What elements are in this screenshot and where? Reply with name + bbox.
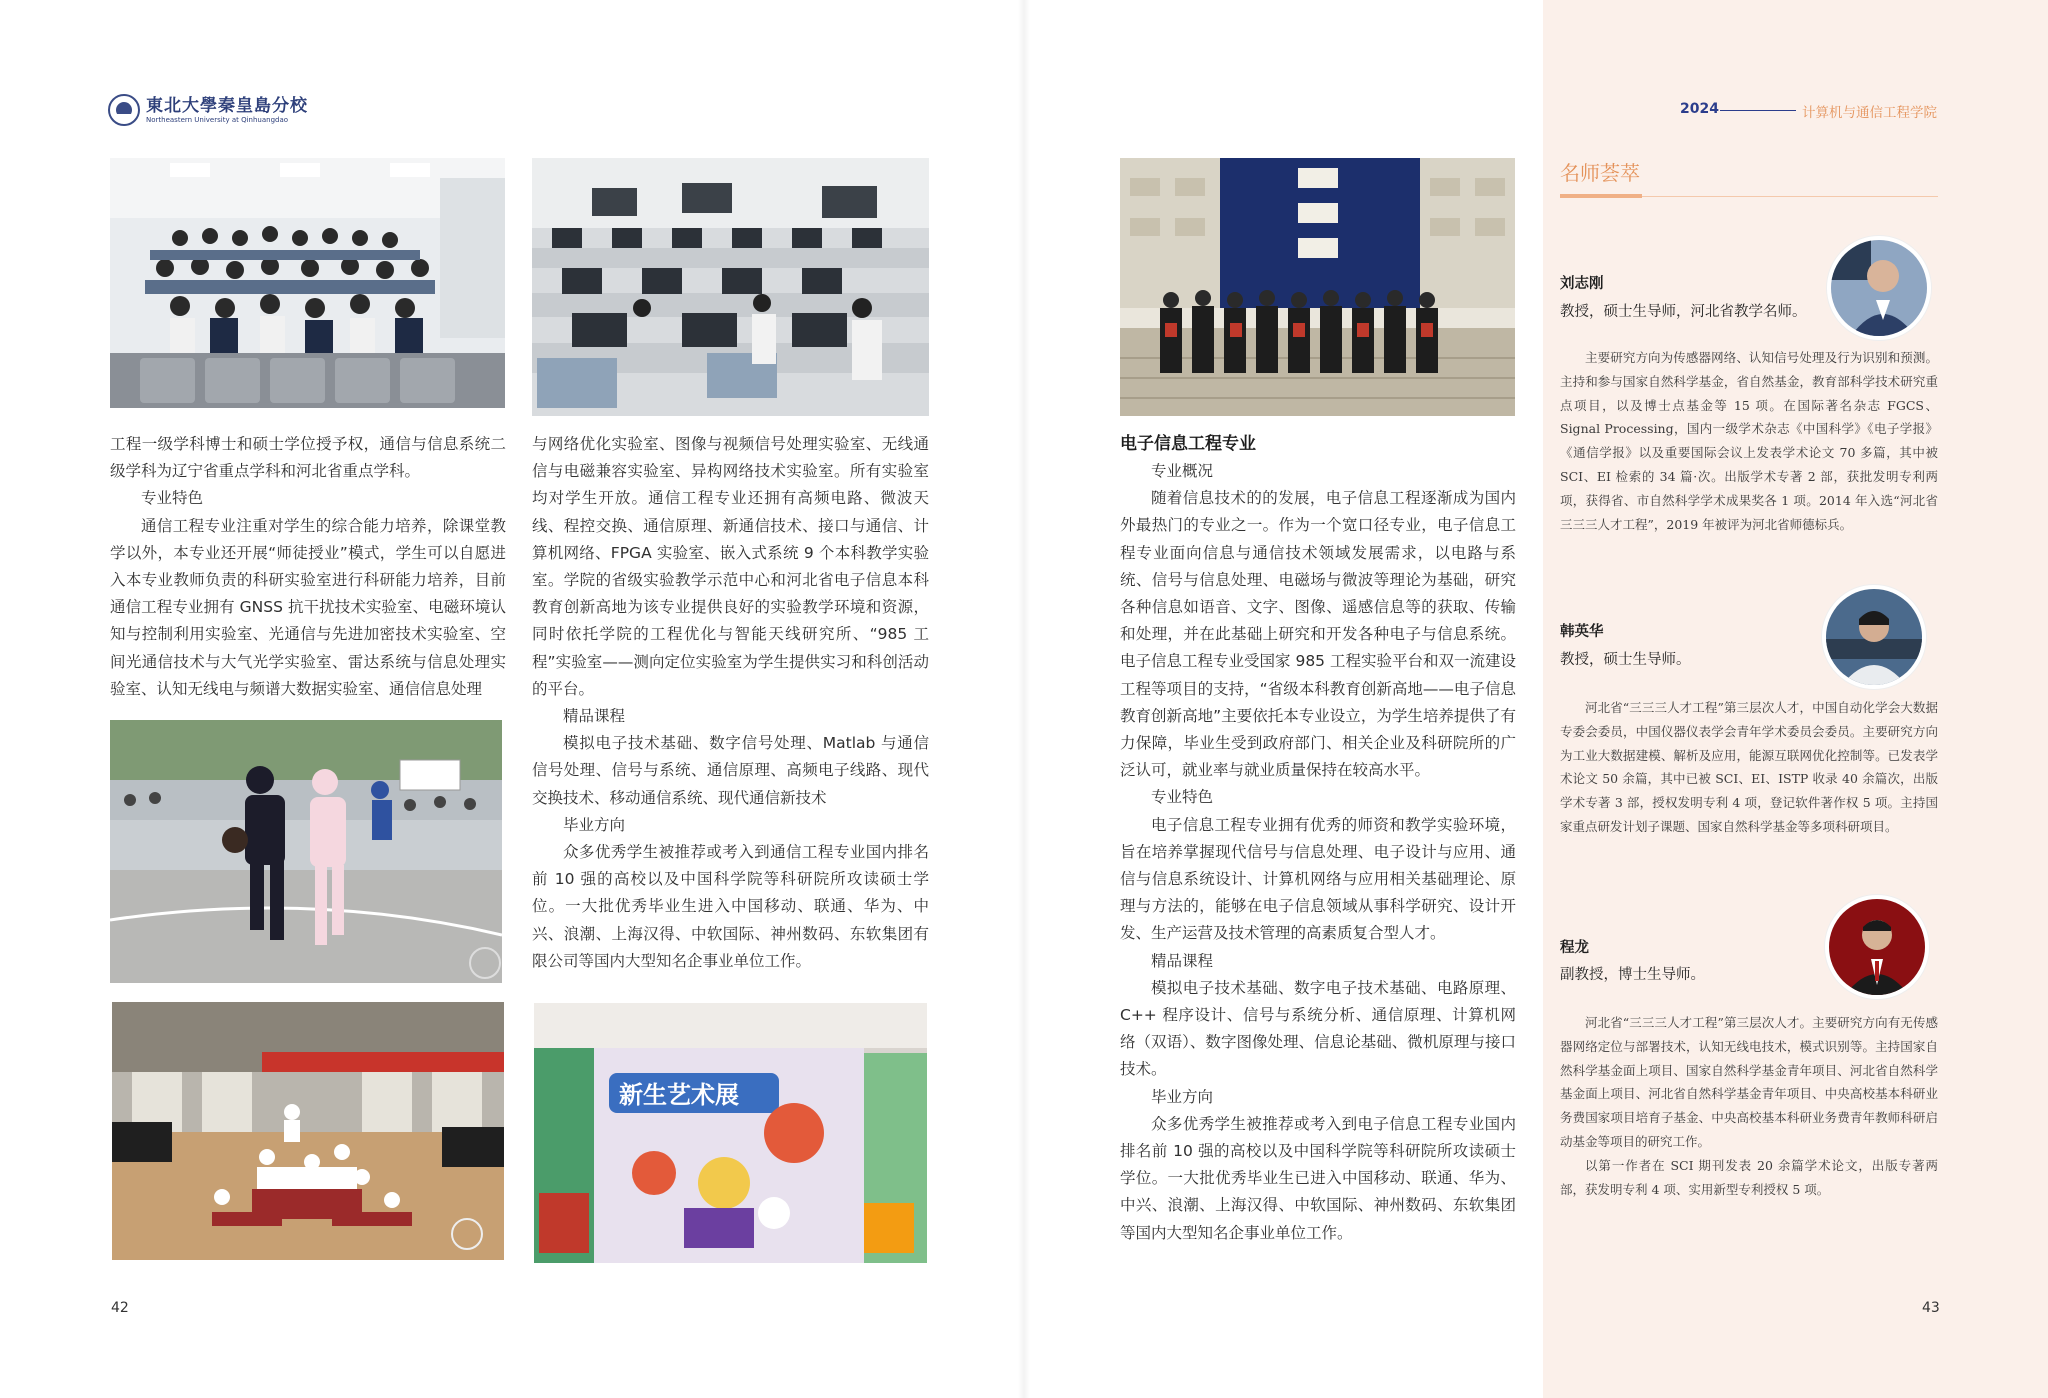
university-logo xyxy=(108,92,308,128)
section-title: 名师荟萃 xyxy=(1560,161,1640,185)
profile-bio xyxy=(1560,696,1938,839)
bio-paragraph: 河北省“三三三人才工程”第三层次人才。主要研究方向有无传感器网络定位与部署技术，认知无线电技术，模式识别等。主持国家自然科学基金面上项目、国家自然科学基金青年项目、河北省自然科学基金面上项目、河北省自然科学基金青年项目、中央高校基本科研业务费国家项目培育子基金、中央高校基本科研业务费青年教师科研启动基金等项目的研究工作。 xyxy=(1560,1015,1938,1149)
header-year: 2024 xyxy=(1680,101,1719,117)
profile-bio xyxy=(1560,346,1938,536)
page-gutter xyxy=(1018,0,1030,1398)
paragraph: 随着信息技术的的发展，电子信息工程逐渐成为国内外最热门的专业之一。作为一个宽口径专业，电子信息工程专业面向信息与通信技术领域发展需求，以电路与系统、信号与信息处理、电磁场与微波等理论为基础，研究各种信息如语音、文字、图像、遥感信息等的获取、传输和处理，并在此基础上研究和开发各种电子与信息系统。电子信息工程专业受国家 985 工程实验平台和双一流建设工程等项目的支持，“省级本科教育创新高地——电子信息教育创新高地”主要依托本专业设立，为学生培养提供了有力保障，毕业生受到政府部门、相关企业及科研院所的广泛认可，就业率与就业质量保持在较高水平。 xyxy=(1120,489,1516,780)
subheading-graduation: 毕业方向 xyxy=(563,815,626,834)
paragraph: 与网络优化实验室、图像与视频信号处理实验室、无线通信与电磁兼容实验室、异构网络技术实验室。所有实验室均对学生开放。通信工程专业还拥有高频电路、微波天线、程控交换、通信原理、新通信技术、接口与通信、计算机网络、FPGA 实验室、嵌入式系统 9 个本科教学实验室。学院的省级实验教学示范中心和河北省电子信息本科教育创新高地为该专业提供良好的实验教学环境和资源，同时依托学院的工程优化与智能天线研究所、“985 工程”实验室——测向定位实验室为学生提供实习和科创活动的平台。 xyxy=(532,435,929,698)
mural-title-text: 新生艺术展 xyxy=(619,1081,739,1109)
page-number-right: 43 xyxy=(1922,1300,1940,1316)
profile-name: 韩英华 xyxy=(1560,624,1604,640)
paragraph: 模拟电子技术基础、数字电子技术基础、电路原理、C++ 程序设计、信号与系统分析、通信原理、计算机网络（双语）、数字图像处理、信息论基础、微机原理与接口技术。 xyxy=(1120,978,1516,1079)
header-divider xyxy=(1720,110,1796,111)
profile-title: 教授，硕士生导师，河北省教学名师。 xyxy=(1560,304,1807,320)
bio-paragraph: 主要研究方向为传感器网络、认知信号处理及行为识别和预测。主持和参与国家自然科学基金，省自然基金，教育部科学技术研究重点项目，以及博士点基金等 15 项。在国际著名杂志 FGCS、Signal Processing，国内一级学术杂志《中国科学》《电子学报》《通信学报》以及重要国际会议上发表学术论文 70 多篇，其中被 SCI、EI 检索的 34 篇·次。出版学术专著 2 部，获批发明专利两项，获得省、市自然科学学术成果奖各 1 项。2014 年入选“河北省三三三人才工程”，2019 年被评为河北省师德标兵。 xyxy=(1560,350,1938,532)
profile-title: 教授，硕士生导师。 xyxy=(1560,652,1691,668)
logo-text: 東北大學秦皇島分校 xyxy=(146,95,308,116)
subheading-features: 专业特色 xyxy=(141,489,204,508)
classroom-group-photo xyxy=(110,158,505,408)
profile-name: 程龙 xyxy=(1560,940,1589,956)
paragraph: 通信工程专业注重对学生的综合能力培养，除课堂教学以外，本专业还开展“师徒授业”模式，学生可以自愿进入本专业教师负责的科研实验室进行科研能力培养，目前通信工程专业拥有 GNSS 抗干扰技术实验室、电磁环境认知与控制利用实验室、光通信与先进加密技术实验室、空间光通信技术与大气光学实验室、雷达系统与信息处理实验室、认知无线电与频谱大数据实验室、通信信息处理 xyxy=(110,516,506,698)
paragraph: 工程一级学科博士和硕士学位授予权，通信与信息系统二级学科为辽宁省重点学科和河北省重点学科。 xyxy=(110,435,506,481)
major-heading: 电子信息工程专业 xyxy=(1120,434,1256,454)
paragraph: 模拟电子技术基础、数字信号处理、Matlab 与通信信号处理、信号与系统、通信原理、高频电子线路、现代交换技术、移动通信系统、现代通信新技术 xyxy=(532,734,929,807)
avatar xyxy=(1822,585,1926,689)
subheading-courses: 精品课程 xyxy=(1151,951,1214,970)
profile-name: 刘志刚 xyxy=(1560,276,1604,292)
university-seal-icon xyxy=(108,94,140,126)
cheerleading-performance-photo xyxy=(112,1002,504,1260)
basketball-game-photo xyxy=(110,720,502,983)
bio-paragraph: 河北省“三三三人才工程”第三层次人才，中国自动化学会大数据专委会委员，中国仪器仪表学会青年学术委员会委员。主要研究方向为工业大数据建模、解析及应用，能源互联网优化控制等。已发表学术论文 50 余篇，其中已被 SCI、EI、ISTP 收录 40 余篇次，出版学术专著 3 部，授权发明专利 4 项，登记软件著作权 5 项。主持国家重点研发计划子课题、国家自然科学基金等多项科研项目。 xyxy=(1560,700,1938,834)
left-column-1-text xyxy=(110,431,506,703)
computer-lab-photo xyxy=(532,158,929,416)
avatar xyxy=(1827,236,1931,340)
logo-english-text: Northeastern University at Qinhuangdao xyxy=(146,115,289,124)
subheading-courses: 精品课程 xyxy=(563,707,626,726)
subheading-features: 专业特色 xyxy=(1151,788,1214,807)
bio-paragraph: 以第一作者在 SCI 期刊发表 20 余篇学术论文，出版专著两部，获发明专利 4 项、实用新型专利授权 5 项。 xyxy=(1560,1157,1938,1197)
art-exhibition-mural-photo xyxy=(534,1003,927,1263)
page-number-left: 42 xyxy=(111,1300,129,1316)
paragraph: 众多优秀学生被推荐或考入到通信工程专业国内排名前 10 强的高校以及中国科学院等科研院所攻读硕士学位。一大批优秀毕业生进入中国移动、联通、华为、中兴、浪潮、上海汉得、中软国际、神州数码、东软集团有限公司等国内大型知名企事业单位工作。 xyxy=(532,843,929,970)
header-college-name: 计算机与通信工程学院 xyxy=(1802,105,1937,121)
left-column-2-text xyxy=(532,431,929,975)
profile-title: 副教授，博士生导师。 xyxy=(1560,967,1705,983)
avatar xyxy=(1825,895,1929,999)
right-page-text xyxy=(1120,430,1516,1247)
subheading-overview: 专业概况 xyxy=(1151,462,1214,480)
section-divider-accent xyxy=(1560,194,1642,198)
paragraph: 众多优秀学生被推荐或考入到电子信息工程专业国内排名前 10 强的高校以及中国科学院等科研院所攻读硕士学位。一大批优秀毕业生已进入中国移动、联通、华为、中兴、浪潮、上海汉得、中软国际、神州数码、东软集团等国内大型知名企事业单位工作。 xyxy=(1120,1114,1516,1242)
paragraph: 电子信息工程专业拥有优秀的师资和教学实验环境，旨在培养掌握现代信号与信息处理、电子设计与应用、通信与信息系统设计、计算机网络与应用相关基础理论、原理与方法的，能够在电子信息领域从事科学研究、设计开发、生产运营及技术管理的高素质复合型人才。 xyxy=(1120,815,1516,943)
library-award-group-photo xyxy=(1120,158,1515,416)
subheading-graduation: 毕业方向 xyxy=(1151,1087,1214,1106)
profile-bio xyxy=(1560,1011,1938,1201)
